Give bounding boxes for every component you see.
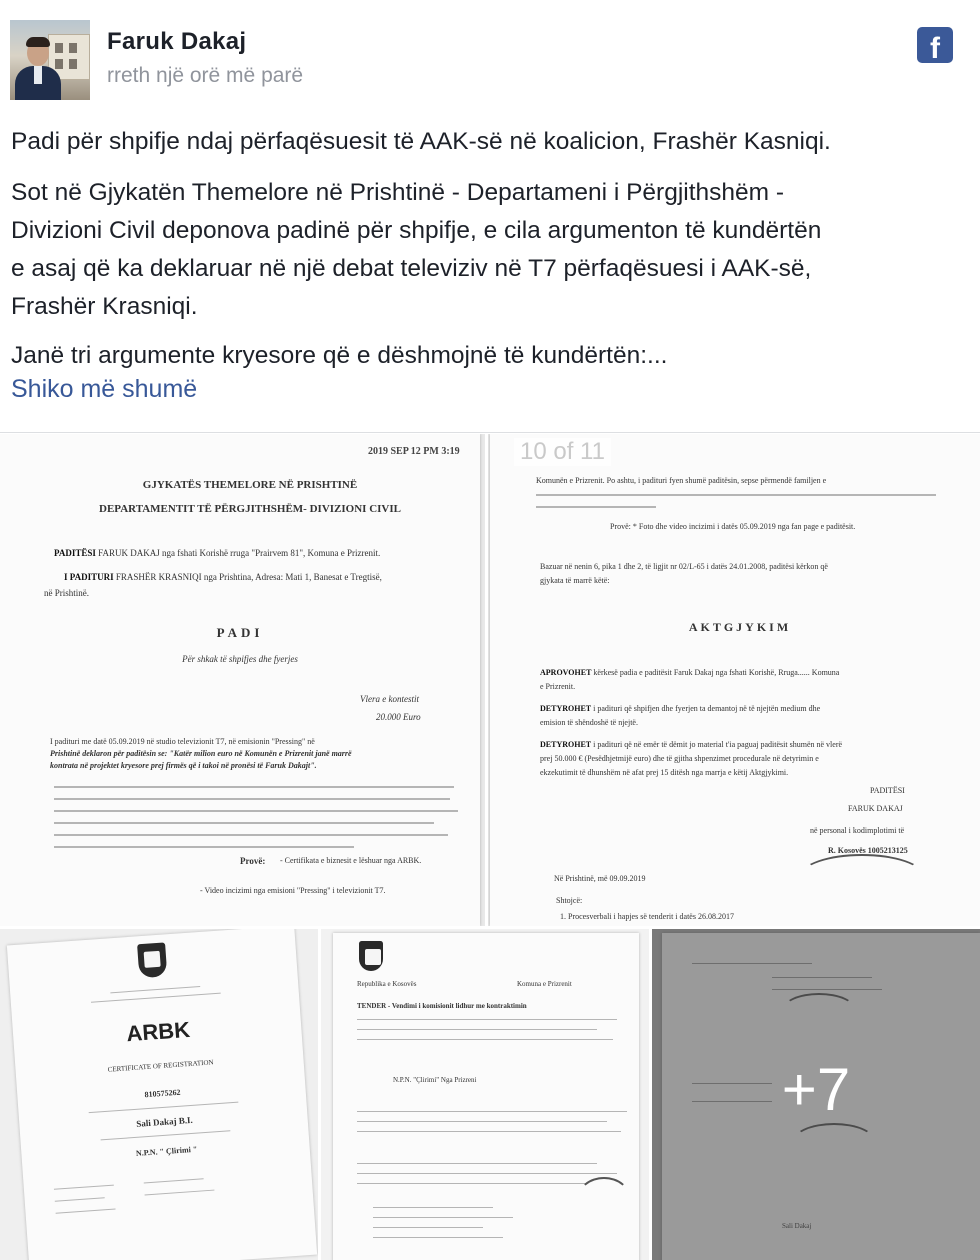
- lawsuit-body: [50, 736, 460, 772]
- defendant-label: I PADITURI: [64, 572, 114, 582]
- text-line: [373, 1227, 483, 1228]
- claim-value-label: Vlera e kontestit: [360, 694, 419, 704]
- document-page: [0, 434, 480, 926]
- photo-business-certificate[interactable]: [0, 929, 318, 1260]
- text-line: [536, 506, 656, 508]
- proof-label: Provë:: [240, 856, 266, 866]
- company-line: N.P.N. "Çlirimi" Nga Prizreni: [393, 1076, 477, 1084]
- text-line: [357, 1019, 617, 1020]
- municipality-header: Komuna e Prizrenit: [517, 980, 572, 988]
- approve-clause: [540, 666, 970, 680]
- kosovo-emblem-icon: [137, 942, 167, 978]
- company-name: N.P.N. " Çlirimi ": [135, 1144, 198, 1158]
- signature-mark: [577, 1177, 631, 1221]
- proof-item: - Certifikata e biznesit e lëshuar nga ARBK.: [280, 856, 422, 865]
- document-page: [333, 933, 639, 1260]
- text-line: [357, 1121, 607, 1122]
- plaintiff-text: FARUK DAKAJ nga fshati Korishë rruga "Prairvem 81", Komuna e Prizrenit.: [98, 548, 381, 558]
- post-header: [0, 0, 980, 115]
- defendant-text: FRASHËR KRASNIQI nga Prishtina, Adresa: Mati 1, Banesat e Tregtisë,: [115, 572, 382, 582]
- approve-clause-2: e Prizrenit.: [540, 682, 576, 691]
- certificate-title: CERTIFICATE OF REGISTRATION: [107, 1058, 214, 1074]
- document-page: [490, 434, 980, 926]
- plaintiff-line: [54, 546, 474, 560]
- decision-title: TENDER - Vendimi i komisionit lidhur me kontraktimin: [357, 1002, 527, 1010]
- oblige-label: DETYROHET: [540, 704, 592, 713]
- attachments-label: Shtojcë:: [556, 896, 583, 905]
- body-line: kontrata në projektet kryesore prej firmës që i takoi në pronësi të Faruk Dakajt".: [50, 761, 317, 770]
- oblige-clause-2b: prej 50.000 € (Pesëdhjetmijë euro) dhe të gjitha shpenzimet procedurale në detyrimin e: [540, 754, 819, 763]
- signoff-id-label: në personal i kodimplotimi të: [810, 826, 905, 835]
- see-more-link[interactable]: Shiko më shumë: [11, 375, 198, 403]
- judgment-title: AKTGJYKIM: [688, 620, 792, 634]
- divider: [0, 432, 980, 433]
- defendant-line: [64, 570, 474, 584]
- oblige-text: i padituri që në emër të dëmit jo material t'ia paguaj paditësit shumën në vlerë: [593, 740, 843, 749]
- post-paragraph-3: Janë tri argumente kryesore që e dëshmojnë të kundërtën:...: [11, 342, 668, 369]
- oblige-clause-1b: emision të shëndoshë të njejtë.: [540, 718, 638, 727]
- facebook-icon[interactable]: f: [917, 27, 953, 63]
- text-line: [54, 786, 454, 788]
- text-line: [357, 1173, 617, 1174]
- defendant-city: në Prishtinë.: [44, 588, 89, 598]
- signatory-name: Sali Dakaj: [782, 1222, 812, 1230]
- text-line: [373, 1217, 513, 1218]
- text-line: [357, 1039, 613, 1040]
- photo-counter: 10 of 11: [514, 438, 611, 466]
- signoff-id: R. Kosovës 1005213125: [828, 846, 908, 855]
- text-line: [54, 798, 450, 800]
- owner-name: Sali Dakaj B.I.: [135, 1114, 194, 1129]
- author-avatar[interactable]: [10, 20, 90, 100]
- post-timestamp[interactable]: rreth një orë më parë: [107, 64, 304, 87]
- text-line: [536, 494, 936, 496]
- text-line: [144, 1178, 204, 1183]
- document-page: [7, 929, 317, 1260]
- post-paragraph-2-line: Divizioni Civil deponova padinë për shpifje, e cila argumenton të kundërtën: [11, 217, 822, 244]
- text-line: [54, 1185, 114, 1190]
- document-title: PADI: [216, 625, 264, 640]
- photo-more-documents[interactable]: [652, 929, 980, 1260]
- oblige-clause-2c: ekzekutimit të dhunshëm në afat prej 15 ditësh nga marrja e këtij Aktgjykimi.: [540, 768, 789, 777]
- text-line: [55, 1197, 105, 1201]
- post-paragraph-2-line: e asaj që ka deklaruar në një debat televiziv në T7 përfaqësuesi i AAK-së,: [11, 255, 812, 282]
- claim-value: 20.000 Euro: [376, 712, 421, 722]
- legal-basis-2: gjykata të marrë këtë:: [540, 576, 610, 585]
- registration-number: 810575262: [144, 1087, 181, 1100]
- photo-lawsuit-page-1[interactable]: [0, 434, 485, 926]
- text-line: [357, 1111, 627, 1112]
- text-line: [56, 1209, 116, 1214]
- department-name: DEPARTAMENTIT TË PËRGJITHSHËM- DIVIZIONI CIVIL: [99, 503, 401, 515]
- arbk-logo: ARBK: [125, 1016, 191, 1047]
- text-line: [54, 810, 458, 812]
- place-date: Në Prishtinë, më 09.09.2019: [554, 874, 646, 883]
- republic-header: Republika e Kosovës: [357, 980, 417, 988]
- oblige-clause-2: [540, 738, 970, 752]
- body-line: I padituri me datë 05.09.2019 në studio televizionit T7, në emisionin "Pressing" në: [50, 737, 315, 746]
- kosovo-emblem-icon: [359, 941, 383, 971]
- attachment-item: 1. Procesverbali i hapjes së tenderit i datës 26.08.2017: [560, 912, 734, 921]
- text-line: [357, 1163, 597, 1164]
- more-photos-count[interactable]: +7: [781, 1056, 851, 1123]
- text-line: [357, 1183, 587, 1184]
- photo-tender-decision[interactable]: [321, 929, 649, 1260]
- proof-text: Provë: * Foto dhe video incizimi i datës 05.09.2019 nga fan page e paditësit.: [610, 522, 856, 531]
- signature-mark: [800, 854, 924, 898]
- court-name: GJYKATËS THEMELORE NË PRISHTINË: [142, 479, 358, 491]
- post-paragraph-2-line: Sot në Gjykatën Themelore në Prishtinë - Departameni i Përgjithshëm -: [11, 179, 785, 206]
- plaintiff-label: PADITËSI: [54, 548, 96, 558]
- post-paragraph-2: [11, 174, 966, 326]
- post-paragraph-2-line: Frashër Krasniqi.: [11, 293, 198, 320]
- text-line: [54, 834, 448, 836]
- received-stamp: 2019 SEP 12 PM 3:19: [368, 446, 460, 457]
- text-line: [145, 1190, 215, 1196]
- document-subtitle: Për shkak të shpifjes dhe fyerjes: [182, 654, 298, 664]
- author-name[interactable]: Faruk Dakaj: [107, 28, 247, 55]
- oblige-text: i padituri që shpifjen dhe fyerjen ta demantoj në të njejtën medium dhe: [593, 704, 821, 713]
- oblige-label: DETYROHET: [540, 740, 592, 749]
- body-line: Prishtinë deklaron për paditësin se: "Katër milion euro në Komunën e Prizrenit janë marrë: [50, 749, 352, 758]
- text-line: [373, 1237, 503, 1238]
- photo-lawsuit-page-10[interactable]: [488, 434, 980, 926]
- text-line: [373, 1207, 493, 1208]
- intro-text: Komunën e Prizrenit. Po ashtu, i padituri fyen shumë paditësin, sepse përmendë familjen e: [536, 476, 827, 485]
- text-line: [54, 846, 354, 848]
- text-line: [110, 986, 200, 993]
- approve-label: APROVOHET: [540, 668, 592, 677]
- text-line: [357, 1029, 597, 1030]
- text-line: [91, 993, 221, 1003]
- approve-text: kërkesë padia e paditësit Faruk Dakaj nga fshati Korishë, Rruga...... Komuna: [593, 668, 840, 677]
- oblige-clause-1: [540, 702, 970, 716]
- signoff-name: FARUK DAKAJ: [848, 804, 903, 813]
- signoff-title: PADITËSI: [870, 786, 905, 795]
- proof-item: - Video incizimi nga emisioni "Pressing" i televizionit T7.: [200, 886, 386, 895]
- text-line: [54, 822, 434, 824]
- text-line: [357, 1131, 621, 1132]
- legal-basis: Bazuar në nenin 6, pika 1 dhe 2, të ligjit nr 02/L-65 i datës 24.01.2008, paditësi kërkon që: [540, 562, 828, 571]
- post-paragraph-1: Padi për shpifje ndaj përfaqësuesit të AAK-së në koalicion, Frashër Kasniqi.: [11, 128, 831, 155]
